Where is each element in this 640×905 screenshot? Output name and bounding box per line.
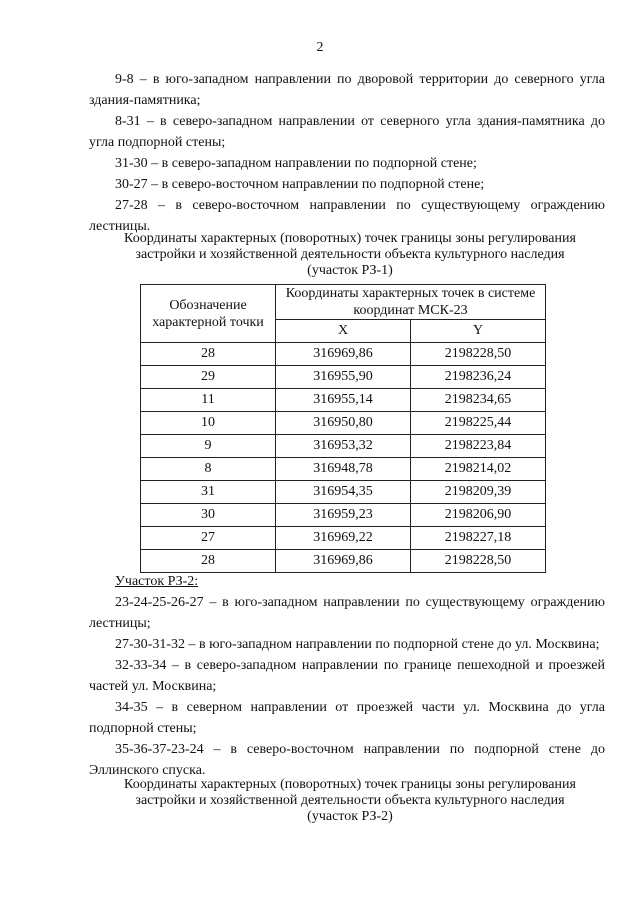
paragraph-8-31: 8-31 – в северо-западном направлении от северного угла здания-памятника до угла подпорной стены;	[89, 114, 605, 150]
paragraph-9-8: 9-8 – в юго-западном направлении по дворовой территории до северного угла здания-памятника;	[89, 72, 605, 108]
cell-y: 2198236,24	[411, 366, 546, 389]
cell-x: 316969,86	[276, 343, 411, 366]
cell-point: 28	[141, 550, 276, 573]
cell-x: 316955,90	[276, 366, 411, 389]
section2-text	[89, 571, 605, 781]
cell-x: 316969,86	[276, 550, 411, 573]
cell-y: 2198228,50	[411, 550, 546, 573]
cell-y: 2198234,65	[411, 389, 546, 412]
paragraph-27-32: 27-30-31-32 – в юго-западном направлении по подпорной стене до ул. Москвина;	[115, 637, 600, 652]
paragraph-34-35: 34-35 – в северном направлении от проезжей части ул. Москвина до угла подпорной стены;	[89, 700, 605, 736]
cell-point: 8	[141, 458, 276, 481]
paragraph-30-27: 30-27 – в северо-восточном направлении по подпорной стене;	[115, 177, 485, 192]
table-row	[141, 481, 546, 504]
table-row	[141, 389, 546, 412]
table-row	[141, 458, 546, 481]
cell-x: 316969,22	[276, 527, 411, 550]
cell-y: 2198209,39	[411, 481, 546, 504]
table-row	[141, 527, 546, 550]
cell-y: 2198227,18	[411, 527, 546, 550]
table-row	[141, 550, 546, 573]
cell-y: 2198225,44	[411, 412, 546, 435]
header-x: X	[276, 320, 411, 343]
paragraph-35-24: 35-36-37-23-24 – в северо-восточном направлении по подпорной стене до Эллинского спуска.	[89, 742, 605, 778]
cell-x: 316955,14	[276, 389, 411, 412]
table1-caption-line2: застройки и хозяйственной деятельности объекта культурного наследия	[135, 247, 565, 262]
header-coords: Координаты характерных точек в системе координат МСК-23	[276, 285, 546, 320]
cell-x: 316948,78	[276, 458, 411, 481]
cell-x: 316959,23	[276, 504, 411, 527]
table2-caption-line1: Координаты характерных (поворотных) точек границы зоны регулирования	[124, 777, 576, 792]
cell-y: 2198228,50	[411, 343, 546, 366]
table2-caption-line2: застройки и хозяйственной деятельности объекта культурного наследия	[135, 793, 565, 808]
cell-y: 2198214,02	[411, 458, 546, 481]
coordinates-table-rz1	[140, 284, 546, 573]
cell-y: 2198206,90	[411, 504, 546, 527]
paragraph-27-28: 27-28 – в северо-восточном направлении по существующему ограждению лестницы.	[89, 198, 605, 234]
cell-y: 2198223,84	[411, 435, 546, 458]
cell-point: 29	[141, 366, 276, 389]
table-row	[141, 504, 546, 527]
cell-point: 30	[141, 504, 276, 527]
section2-title: Участок РЗ-2:	[115, 574, 199, 589]
header-y: Y	[411, 320, 546, 343]
header-point: Обозначение характерной точки	[141, 285, 276, 343]
table-row	[141, 412, 546, 435]
table-row	[141, 435, 546, 458]
cell-x: 316954,35	[276, 481, 411, 504]
paragraph-23-27: 23-24-25-26-27 – в юго-западном направлении по существующему ограждению лестницы;	[89, 595, 605, 631]
table1-caption-line3: (участок РЗ-1)	[307, 263, 393, 278]
cell-point: 9	[141, 435, 276, 458]
intro-text	[89, 69, 605, 237]
table-row	[141, 366, 546, 389]
cell-point: 28	[141, 343, 276, 366]
table1-caption	[60, 231, 640, 279]
cell-x: 316950,80	[276, 412, 411, 435]
paragraph-31-30: 31-30 – в северо-западном направлении по подпорной стене;	[115, 156, 477, 171]
cell-point: 11	[141, 389, 276, 412]
table2-caption	[60, 777, 640, 825]
paragraph-32-34: 32-33-34 – в северо-западном направлении по границе пешеходной и проезжей частей ул. Москвина;	[89, 658, 605, 694]
cell-point: 27	[141, 527, 276, 550]
table-row	[141, 343, 546, 366]
cell-x: 316953,32	[276, 435, 411, 458]
cell-point: 31	[141, 481, 276, 504]
table2-caption-line3: (участок РЗ-2)	[307, 809, 393, 824]
table1-caption-line1: Координаты характерных (поворотных) точек границы зоны регулирования	[124, 231, 576, 246]
cell-point: 10	[141, 412, 276, 435]
page-number: 2	[316, 40, 324, 55]
